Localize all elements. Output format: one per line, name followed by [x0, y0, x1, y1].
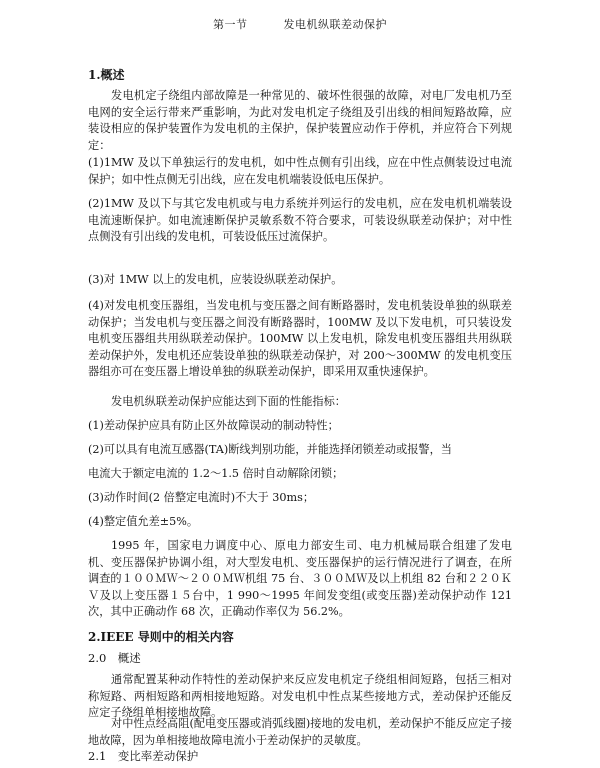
rule-item-1: (1)1MW 及以下单独运行的发电机，如中性点侧有引出线，应在中性点侧装设过电流保护；如中性点侧无引出线，应在发电机端装设低电压保护。	[88, 156, 512, 186]
statistics-paragraph: 1995 年，国家电力调度中心、原电力部安生司、电力机械局联合组建了发电机、变压器保护协调小组，对大型发电机、变压器保护的运行情况进行了调查，在所调查的１００ＭＷ～２００ＭＷ机组 75 台、３００ＭＷ及以上机组 82 台和２２０ＫＶ及以上变压器１５台中，1 990～1995 年间发变组(或变压器)差动保护动作 121 次，其中正确动作 68 次，正确动作率仅为 56.2%。	[88, 539, 512, 618]
page-title	[0, 16, 600, 32]
requirement-3: (3)动作时间(2 倍整定电流时)不大于 30ms；	[88, 491, 315, 504]
section-title: 发电机纵联差动保护	[283, 18, 387, 31]
requirement-1: (1)差动保护应具有防止区外故障误动的制动特性；	[88, 419, 339, 432]
subheading-2-0: 2.0 概述	[88, 651, 141, 665]
requirements-intro: 发电机纵联差动保护应能达到下面的性能指标：	[111, 395, 346, 408]
ieee-paragraph-1: 通常配置某种动作特性的差动保护来反应发电机定子绕组相间短路，包括三相对称短路、两相短路和两相接地短路。对发电机中性点某些接地方式，差动保护还能反应定子绕组单相接地故障。	[88, 673, 512, 719]
rule-item-3: (3)对 1MW 以上的发电机，应装设纵联差动保护。	[88, 273, 343, 286]
heading-ieee: 2.IEEE 导则中的相关内容	[88, 630, 234, 644]
requirement-4: (4)整定值允差±5%。	[88, 515, 199, 528]
subheading-2-1: 2.1 变比率差动保护	[88, 749, 199, 763]
rule-item-4: (4)对发电机变压器组，当发电机与变压器之间有断路器时，发电机装设单独的纵联差动保护；当发电机与变压器之间没有断路器时，100MW 及以下发电机，可只装设发电机变压器组共用纵联差动保护。100MW 以上发电机，除发电机变压器组共用纵联差动保护外，发电机还应装设单独的纵联差动保护，对 200～300MW 的发电机变压器组亦可在变压器上增设单独的纵联差动保护，即采用双重快速保护。	[88, 299, 512, 378]
rule-item-2: (2)1MW 及以下与其它发电机或与电力系统并列运行的发电机，应在发电机机端装设电流速断保护。如电流速断保护灵敏系数不符合要求，可装设纵联差动保护；对中性点侧没有引出线的发电机，可装设低压过流保护。	[88, 197, 512, 243]
heading-overview: 1.概述	[88, 68, 125, 82]
section-number: 第一节	[213, 18, 248, 31]
ieee-paragraph-2: 对中性点经高阻(配电变压器或消弧线圈)接地的发电机，差动保护不能反应定子接地故障，因为单相接地故障电流小于差动保护的灵敏度。	[88, 717, 512, 747]
requirement-2: (2)可以具有电流互感器(TA)断线判别功能，并能选择闭锁差动或报警，当	[88, 443, 452, 456]
overview-paragraph: 发电机定子绕组内部故障是一种常见的、破坏性很强的故障，对电厂发电机乃至电网的安全运行带来严重影响，为此对发电机定子绕组及引出线的相间短路故障，应装设相应的保护装置作为发电机的主保护，保护装置应动作于停机，并应符合下列规定：	[88, 89, 512, 152]
requirement-2-cont: 电流大于额定电流的 1.2～1.5 倍时自动解除闭锁；	[88, 467, 344, 480]
